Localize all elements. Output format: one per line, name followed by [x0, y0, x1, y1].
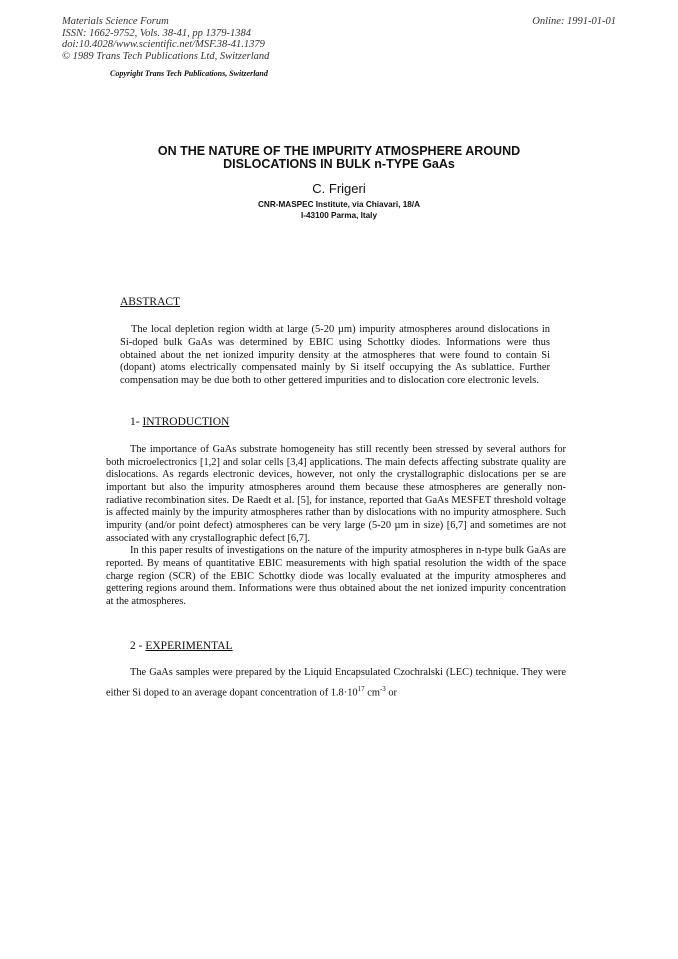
title-line-1: ON THE NATURE OF THE IMPURITY ATMOSPHERE AROUND: [157, 144, 521, 158]
introduction-body: [106, 444, 566, 609]
affiliation-line-1: CNR-MASPEC Institute, via Chiavari, 18/A: [258, 200, 420, 209]
intro-paragraph-2: In this paper results of investigations on the nature of the impurity atmospheres in n-type bulk GaAs are reported. By means of quantitative EBIC measurements with high spatial resolution the width of the space charge region (SCR) of the EBIC Schottky diode was locally evaluated at the impurity atmospheres and gettering regions around them. Informations were thus obtained about the net ionized impurity concentration at the atmospheres.: [106, 545, 566, 607]
publisher-line: © 1989 Trans Tech Publications Ltd, Switzerland: [62, 50, 270, 62]
experimental-text: The GaAs samples were prepared by the Liquid Encapsulated Czochralski (LEC) technique. They were either Si doped to an average dopant concentration of 1.8·10: [106, 667, 566, 699]
introduction-heading: [130, 416, 229, 428]
journal-header: [62, 16, 269, 62]
doi-line[interactable]: doi:10.4028/www.scientific.net/MSF.38-41.1379: [62, 39, 265, 51]
title-line-2: DISLOCATIONS IN BULK n-TYPE GaAs: [223, 157, 455, 171]
trailing-text: or: [385, 687, 398, 699]
paper-title: [60, 145, 618, 171]
abstract-text: The local depletion region width at large (5-20 µm) impurity atmospheres around dislocations in Si-doped bulk GaAs was determined by EBIC using Schottky diodes. Informations were thus obtained about the net ionized impurity density at the atmospheres that were found to contain Si (dopant) atoms electrically compensated mainly by Si itself occupying the As sublattice. Further compensation may be due both to other gettered impurities and to dislocation core electronic levels.: [120, 324, 550, 386]
experimental-body: [106, 664, 566, 701]
exponent: 17: [357, 685, 365, 693]
unit-exponent: -3: [379, 685, 386, 693]
unit-text: cm: [364, 687, 380, 699]
online-date: Online: 1991-01-01: [532, 16, 616, 27]
abstract-body: [120, 324, 550, 388]
author-name: C. Frigeri: [312, 181, 366, 196]
intro-paragraph-1: The importance of GaAs substrate homogeneity has still recently been stressed by several authors for both microelectronics [1,2] and solar cells [3,4] applications. The main defects affecting substrate quality are dislocations. As regards electronic devices, however, not only the crystallographic dislocations per se are important but also the impurity atmospheres around them because these atmospheres are generally non-radiative recombination sites. De Raedt et al. [5], for instance, reported that GaAs MESFET threshold voltage is affected mainly by the impurity atmospheres rather than by dislocations with no impurity atmosphere. Such impurity (and/or point defect) atmospheres can be very large (5-20 µm in size) [6,7] and sometimes are not associated with any crystallographic defect [6,7].: [106, 444, 566, 544]
section-number: 1-: [130, 416, 143, 428]
experimental-heading: [130, 640, 233, 652]
affiliation: [60, 199, 618, 221]
section-title: INTRODUCTION: [142, 416, 230, 428]
experimental-paragraph: [106, 664, 566, 701]
journal-name: Materials Science Forum: [62, 16, 169, 27]
copyright-notice: Copyright Trans Tech Publications, Switzerland: [110, 69, 268, 78]
issn-line: ISSN: 1662-9752, Vols. 38-41, pp 1379-1384: [62, 27, 251, 39]
section-title: EXPERIMENTAL: [145, 640, 233, 652]
section-number: 2 -: [130, 640, 146, 652]
abstract-heading: ABSTRACT: [120, 296, 181, 308]
affiliation-line-2: I-43100 Parma, Italy: [300, 211, 377, 220]
